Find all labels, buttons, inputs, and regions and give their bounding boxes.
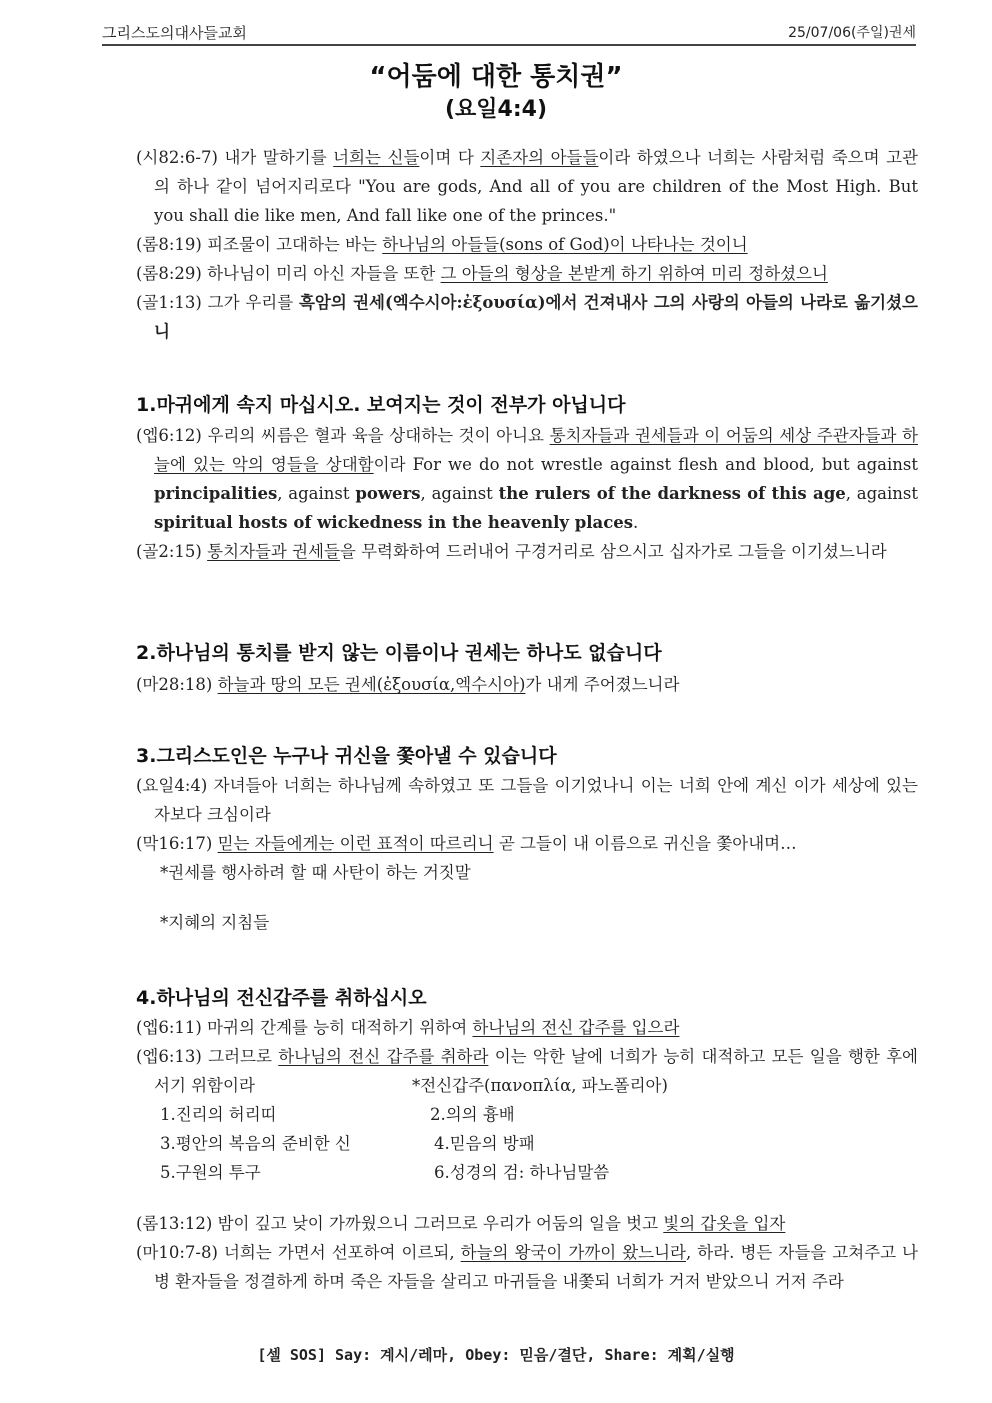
section-4-heading: 4.하나님의 전신갑주를 취하십시오 xyxy=(136,987,427,1009)
note-panoplia: *전신갑주(πανοπλία, 파노폴리아) xyxy=(412,1076,668,1095)
verse-mark-16-17: (막16:17) 믿는 자들에게는 이런 표적이 따르리니 곧 그들이 내 이름으로 귀신을 쫓아내며… xyxy=(136,834,797,853)
armor-item: 6.성경의 검: 하나님말씀 xyxy=(434,1163,610,1182)
sermon-scripture: (요일4:4) xyxy=(444,97,548,122)
verse-matthew-28-18: (마28:18) 하늘과 땅의 모든 권세(ἐξουσία,엑수시아)가 내게 주어졌느니라 xyxy=(136,675,680,694)
page-header xyxy=(102,22,916,46)
section-1-heading: 1.마귀에게 속지 마십시오. 보여지는 것이 전부가 아닙니다 xyxy=(136,394,626,416)
verse-psalm-82: (시82:6-7) 내가 말하기를 너희는 신들이며 다 지존자의 아들들이라 하였으나 너희는 사람처럼 죽으며 고관의 하나 같이 넘어지리로다 "You are gods, And all of you are children of the Most High. But you shall die like men, And fall like one of the princes." xyxy=(136,148,918,225)
armor-item: 3.평안의 복음의 준비한 신 xyxy=(160,1134,351,1153)
armor-item: 1.진리의 허리띠 xyxy=(160,1105,277,1124)
verse-1john-4-4: (요일4:4) 자녀들아 너희는 하나님께 속하였고 또 그들을 이기었나니 이는 너희 안에 계신 이가 세상에 있는 자보다 크심이라 xyxy=(136,776,918,824)
verse-ephesians-6-13: (엡6:13) 그러므로 하나님의 전신 갑주를 취하라 이는 악한 날에 너희가 능히 대적하고 모든 일을 행한 후에 서기 위함이라 xyxy=(136,1047,918,1095)
verse-romans-8-19: (롬8:19) 피조물이 고대하는 바는 하나님의 아들들(sons of God)이 나타나는 것이니 xyxy=(136,235,748,254)
armor-item: 2.의의 흉배 xyxy=(430,1105,515,1124)
section-3-heading: 3.그리스도인은 누구나 귀신을 쫓아낼 수 있습니다 xyxy=(136,745,557,767)
verse-ephesians-6-11: (엡6:11) 마귀의 간계를 능히 대적하기 위하여 하나님의 전신 갑주를 입으라 xyxy=(136,1018,680,1037)
note-wisdom-guidelines: *지혜의 지침들 xyxy=(160,913,270,932)
verse-colossians-1-13: (골1:13) 그가 우리를 흑암의 권세(엑수시아:ἐξουσία)에서 건져내사 그의 사랑의 아들의 나라로 옮기셨으니 xyxy=(136,293,918,341)
section-2-heading: 2.하나님의 통치를 받지 않는 이름이나 권세는 하나도 없습니다 xyxy=(136,642,662,664)
armor-item: 4.믿음의 방패 xyxy=(434,1134,535,1153)
sermon-title: “어둠에 대한 통치권” xyxy=(369,62,623,92)
cell-sos-footer: [셀 SOS] Say: 계시/레마, Obey: 믿음/결단, Share: 계획/실행 xyxy=(257,1346,735,1364)
verse-romans-8-29: (롬8:29) 하나님이 미리 아신 자들을 또한 그 아들의 형상을 본받게 하기 위하여 미리 정하셨으니 xyxy=(136,264,828,283)
verse-romans-13-12: (롬13:12) 밤이 깊고 낮이 가까웠으니 그러므로 우리가 어둠의 일을 벗고 빛의 갑옷을 입자 xyxy=(136,1214,786,1233)
verse-colossians-2-15: (골2:15) 통치자들과 권세들을 무력화하여 드러내어 구경거리로 삼으시고 십자가로 그들을 이기셨느니라 xyxy=(136,542,887,561)
verse-matthew-10-7: (마10:7-8) 너희는 가면서 선포하여 이르되, 하늘의 왕국이 가까이 왔느니라, 하라. 병든 자들을 고쳐주고 나병 환자들을 정결하게 하며 죽은 자들을 살리고 마귀들을 내쫓되 너희가 거저 받았으니 거저 주라 xyxy=(136,1243,918,1291)
church-name: 그리스도의대사들교회 xyxy=(102,24,247,42)
sermon-date: 25/07/06(주일)권세 xyxy=(788,25,916,41)
armor-item: 5.구원의 투구 xyxy=(160,1163,261,1182)
note-satan-lies: *권세를 행사하려 할 때 사탄이 하는 거짓말 xyxy=(160,863,471,882)
verse-ephesians-6-12: (엡6:12) 우리의 씨름은 혈과 육을 상대하는 것이 아니요 통치자들과 권세들과 이 어둠의 세상 주관자들과 하늘에 있는 악의 영들을 상대함이라 For we do not wrestle against flesh and blood, but against principalities, against powers, against the rulers of the darkness of this age, against spiritual hosts of wickedness in the heavenly places. xyxy=(136,426,919,532)
